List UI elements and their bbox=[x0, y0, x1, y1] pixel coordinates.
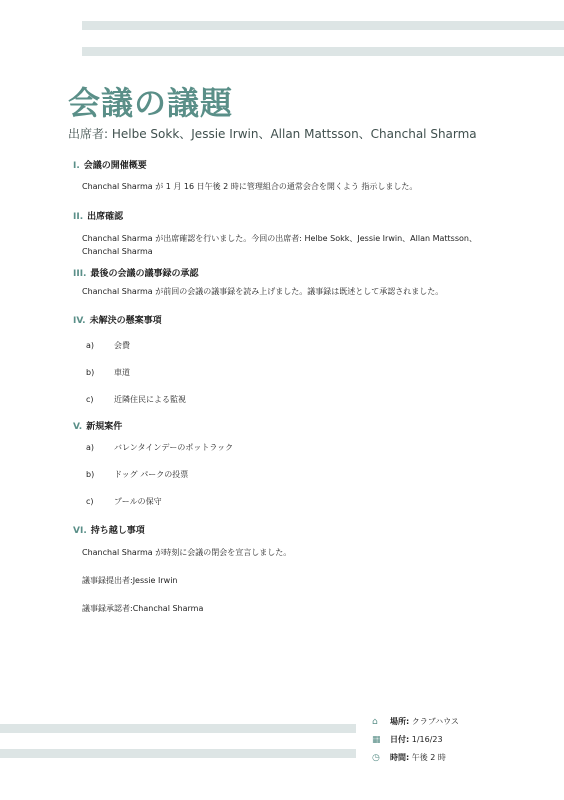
section-title: 最後の会議の議事録の承認 bbox=[90, 269, 199, 279]
list-item-text: プールの保守 bbox=[114, 497, 162, 506]
list-item-label: a) bbox=[86, 341, 95, 350]
time-info bbox=[372, 752, 446, 763]
list-item bbox=[86, 442, 233, 453]
section-heading bbox=[73, 209, 123, 222]
section-heading bbox=[73, 523, 145, 536]
section-number: III. bbox=[73, 269, 87, 279]
list-item bbox=[86, 469, 188, 480]
section-body: Chanchal Sharma が 1 月 16 日午後 2 時に管理組合の通常会合を開くよう 指示しました。 bbox=[82, 182, 418, 191]
section-body bbox=[82, 232, 477, 258]
list-item-text: ドッグ パークの投票 bbox=[114, 470, 189, 479]
time-label: 時間: bbox=[390, 753, 410, 762]
list-item-text: 近隣住民による監視 bbox=[114, 395, 186, 404]
clock-icon: ◷ bbox=[372, 753, 380, 763]
list-item-text: バレンタインデーのポットラック bbox=[114, 443, 234, 452]
section-title: 持ち越し事項 bbox=[90, 526, 145, 536]
calendar-icon: ▦ bbox=[372, 735, 381, 745]
minutes-approved: 議事録承認者:Chanchal Sharma bbox=[82, 604, 204, 613]
list-item-text: 会費 bbox=[114, 341, 130, 350]
top-band-1 bbox=[82, 21, 564, 30]
list-item-text: 車道 bbox=[114, 368, 130, 377]
section-number: VI. bbox=[73, 526, 87, 536]
section-title: 出席確認 bbox=[87, 212, 124, 222]
list-item bbox=[86, 340, 130, 351]
top-band-2 bbox=[82, 47, 564, 56]
list-item-label: b) bbox=[86, 470, 95, 479]
list-item bbox=[86, 367, 130, 378]
section-heading bbox=[73, 419, 122, 432]
list-item bbox=[86, 496, 162, 507]
list-item bbox=[86, 394, 186, 405]
time-value: 午後 2 時 bbox=[411, 753, 446, 762]
location-info bbox=[372, 716, 459, 727]
section-heading bbox=[73, 158, 147, 171]
section-title: 新規案件 bbox=[86, 422, 123, 432]
section-body-line: Chanchal Sharma bbox=[82, 247, 153, 256]
section-title: 未解決の懸案事項 bbox=[89, 316, 162, 326]
bottom-band-1 bbox=[0, 724, 356, 733]
location-label: 場所: bbox=[390, 717, 410, 726]
date-info bbox=[372, 734, 443, 745]
section-number: V. bbox=[73, 422, 83, 432]
section-heading bbox=[73, 266, 198, 279]
list-item-label: b) bbox=[86, 368, 95, 377]
date-label: 日付: bbox=[390, 735, 410, 744]
minutes-submitted: 議事録提出者:Jessie Irwin bbox=[82, 576, 178, 585]
page-title: 会議の議題 bbox=[68, 84, 234, 122]
section-body: Chanchal Sharma が前回の会議の議事録を読み上げました。議事録は既述として承認されました。 bbox=[82, 287, 444, 296]
list-item-label: c) bbox=[86, 395, 94, 404]
location-value: クラブハウス bbox=[411, 717, 459, 726]
list-item-label: a) bbox=[86, 443, 95, 452]
section-title: 会議の開催概要 bbox=[83, 161, 147, 171]
section-number: II. bbox=[73, 212, 84, 222]
section-number: IV. bbox=[73, 316, 86, 326]
list-item-label: c) bbox=[86, 497, 94, 506]
date-value: 1/16/23 bbox=[411, 735, 443, 744]
section-body-line: Chanchal Sharma が出席確認を行いました。今回の出席者: Helbe Sokk、Jessie Irwin、Allan Mattsson、 bbox=[82, 234, 477, 243]
bottom-band-2 bbox=[0, 749, 356, 758]
section-number: I. bbox=[73, 161, 80, 171]
home-icon: ⌂ bbox=[372, 717, 378, 727]
attendees-line: 出席者: Helbe Sokk、Jessie Irwin、Allan Mattsson、Chanchal Sharma bbox=[68, 127, 477, 141]
section-heading bbox=[73, 313, 162, 326]
section-body: Chanchal Sharma が時刻に会議の閉会を宣言しました。 bbox=[82, 548, 292, 557]
